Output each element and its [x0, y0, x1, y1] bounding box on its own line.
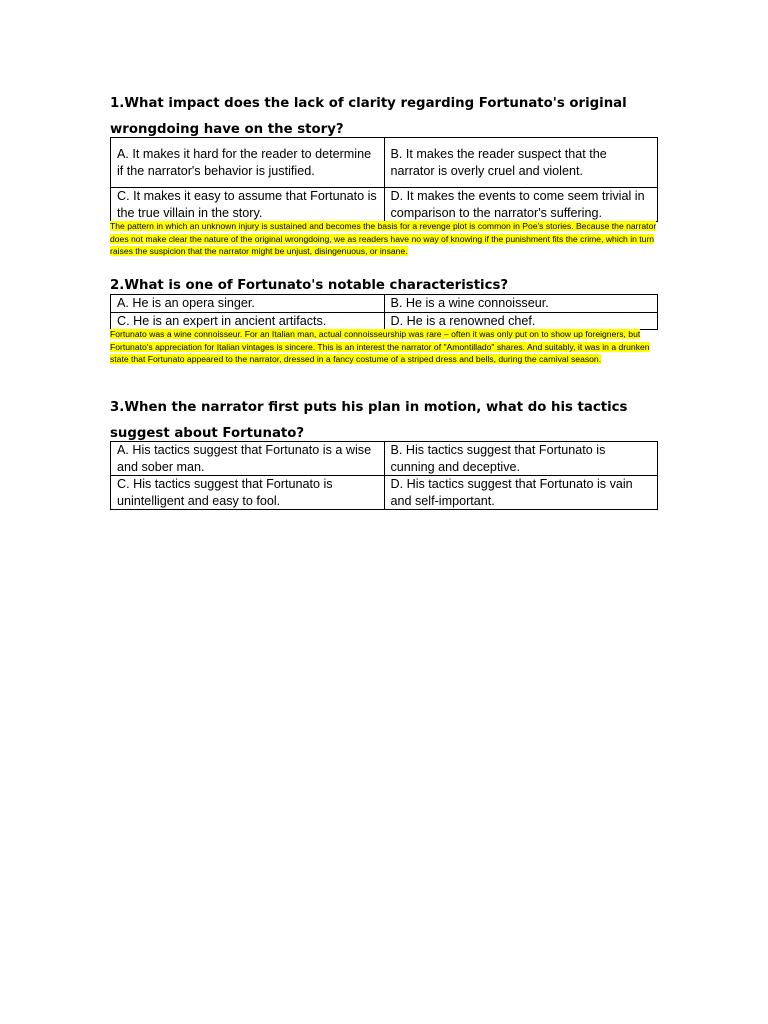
question-1-answer-note — [110, 220, 658, 258]
table-row — [111, 138, 658, 188]
question-1-number: 1. — [110, 96, 125, 111]
question-2-text: What is one of Fortunato's notable characteristics? — [124, 278, 509, 293]
choice-2d: D. He is a renowned chef. — [384, 312, 658, 330]
choice-3d: D. His tactics suggest that Fortunato is vain and self-important. — [384, 476, 658, 510]
question-3-number: 3. — [110, 400, 125, 415]
table-row — [111, 295, 658, 313]
choice-1a: A. It makes it hard for the reader to determine if the narrator's behavior is justified. — [111, 138, 385, 188]
choice-2c: C. He is an expert in ancient artifacts. — [111, 312, 385, 330]
choice-3a: A. His tactics suggest that Fortunato is a wise and sober man. — [111, 442, 385, 476]
choice-3b: B. His tactics suggest that Fortunato is cunning and deceptive. — [384, 442, 658, 476]
highlighted-explanation: Fortunato was a wine connoisseur. For an Italian man, actual connoisseurship was rare – often it was only put on to show up foreigners, but Fortunato's appreciation for Italian vintages is sincere. This is an interest the narrator of "Amontillado" shares. And suitably, it was in a drunken state that Fortunato appeared to the narrator, dressed in a fancy costume of a striped dress and bells, during the carnival season. — [110, 329, 650, 365]
question-3-choices-table — [110, 441, 658, 510]
choice-2b: B. He is a wine connoisseur. — [384, 295, 658, 313]
choice-3c: C. His tactics suggest that Fortunato is unintelligent and easy to fool. — [111, 476, 385, 510]
choice-1c: C. It makes it easy to assume that Fortunato is the true villain in the story. — [111, 188, 385, 222]
table-row — [111, 442, 658, 476]
question-3-text: When the narrator first puts his plan in motion, what do his tactics suggest about Fortunato? — [110, 400, 628, 441]
highlighted-explanation: The pattern in which an unknown injury is sustained and becomes the basis for a revenge plot is common in Poe's stories. Because the narrator does not make clear the nature of the original wrongdoing, we as readers have no way of knowing if the punishment fits the crime, which in turn raises the suspicion that the narrator might be unjust, disingenuous, or insane. — [110, 221, 657, 257]
choice-1d: D. It makes the events to come seem trivial in comparison to the narrator's suffering. — [384, 188, 658, 222]
question-1-choices-table — [110, 137, 658, 222]
question-3-heading — [110, 395, 658, 447]
choice-1b: B. It makes the reader suspect that the narrator is overly cruel and violent. — [384, 138, 658, 188]
question-2-choices-table — [110, 294, 658, 330]
question-1-heading — [110, 91, 658, 143]
question-2-answer-note — [110, 328, 658, 366]
choice-2a: A. He is an opera singer. — [111, 295, 385, 313]
question-1-text: What impact does the lack of clarity regarding Fortunato's original wrongdoing have on the story? — [110, 96, 627, 137]
table-row — [111, 188, 658, 222]
question-2-number: 2. — [110, 278, 125, 293]
table-row — [111, 312, 658, 330]
table-row — [111, 476, 658, 510]
